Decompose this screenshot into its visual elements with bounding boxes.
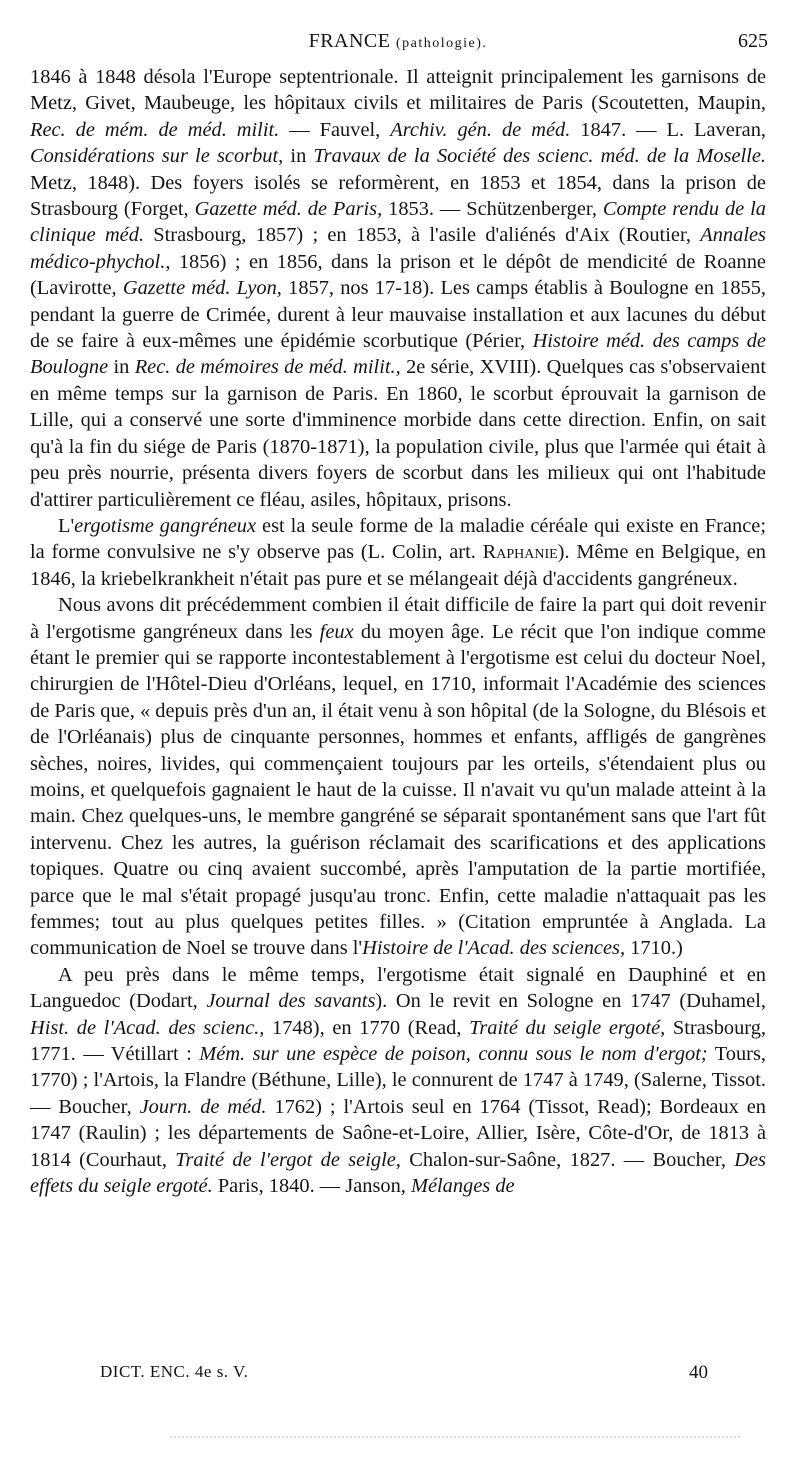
citation-italic: Mélanges de (410, 1175, 515, 1198)
paragraph (30, 64, 766, 513)
text-run: ). On le revit en Sologne en 1747 (Duhamel, (375, 990, 766, 1013)
citation-italic: Gazette méd. Lyon, (122, 277, 282, 300)
citation-italic: Hist. de l'Acad. des scienc., (30, 1016, 265, 1039)
text-run: 1710.) (625, 937, 683, 960)
text-run: 1857, nos 17-18). Les camps établis à Boulogne en 1855, pendant la guerre de Crimée, durent à leur mauvaise installation et aux lacunes du début de se faire à eux-mêmes une épidémie scorbutique (Périer, (30, 277, 767, 353)
paragraph (30, 962, 766, 1200)
citation-italic: Mém. sur une espèce de poison, connu sous le nom d'ergot; (199, 1043, 708, 1066)
page-number: 625 (738, 30, 768, 52)
text-run: in (283, 145, 314, 168)
body-text (30, 64, 766, 1199)
text-run: — Fauvel, (279, 118, 391, 141)
citation-italic: Rec. de mém. de méd. milit. (30, 118, 280, 141)
small-caps-reference: Raphanie (482, 541, 558, 564)
text-run: 1762) ; l'Artois seul en 1764 (Tissot, Read); Bordeaux en 1747 (Raulin) ; les départements de Saône-et-Loire, Allier, Isère, Côte-d'Or, de 1813 à 1814 (Courhaut, (30, 1095, 767, 1171)
text-run: 1846 à 1848 désola l'Europe septentrionale. Il atteignit principalement les garnisons de Metz, Givet, Maubeuge, les hôpitaux civils et militaires de Paris (Scoutetten, Maupin, (30, 66, 766, 115)
running-title-main: FRANCE (308, 30, 391, 52)
running-title (28, 30, 768, 53)
text-run: 1853. — Schützenberger, (382, 198, 603, 221)
citation-italic: Des effets du seigle ergoté. (30, 1148, 766, 1198)
citation-italic: Journal des savants (206, 990, 376, 1013)
text-run: Nous avons dit précédemment combien il était difficile de faire la part qui doit revenir à l'ergotisme gangréneux dans les (30, 594, 766, 643)
citation-italic: Compte rendu de la clinique méd. (30, 198, 766, 247)
text-run: du moyen âge. Le récit que l'on indique comme étant le premier qui se rapporte incontestablement à l'ergotisme est celui du docteur Noel, chirurgien de l'Hôtel-Dieu d'Orléans, lequel, en 1710, informait l'Académie des sciences de Paris que, « depuis près d'un an, il était venu à son hôpital (de la Sologne, du Blésois et de l'Orléanais) plus de cinquante personnes, hommes et enfants, affligés de gangrènes sèches, noires, livides, qui commençaient toujours par les orteils, s'étendaient plus ou moins, et quelquefois gagnaient le haut de la cuisse. Il n'avait vu qu'un malade atteint à la main. Chez quelques-uns, le membre gangréné se séparait spontanément sans que l'art fût intervenu. Chez les autres, la guérison réclamait des scarifications et des applications topiques. Quatre ou cinq avaient succombé, après l'amputation de la partie mortifiée, parce que le mal s'était propagé jusqu'au tronc. Enfin, cette maladie n'attaquait pas les femmes; tout au plus quelques petites filles. » (Citation empruntée à Anglada. La communication de Noel se trouve dans l' (30, 620, 766, 960)
citation-italic: Archiv. gén. de méd. (390, 118, 571, 141)
text-run: Strasbourg, 1857) ; en 1853, à l'asile d'aliénés d'Aix (Routier, (144, 224, 701, 247)
text-run: Metz, 1848). Des foyers isolés se reformèrent, en 1853 et 1854, dans la prison de Strasbourg (Forget, (30, 171, 766, 221)
text-run: Paris, 1840. — Janson, (212, 1175, 411, 1198)
text-run: A peu près dans le même temps, l'ergotisme était signalé en Dauphiné et en Languedoc (Dodart, (30, 963, 766, 1013)
citation-italic: Histoire de l'Acad. des sciences, (362, 937, 626, 960)
citation-italic: ergotisme gangréneux (74, 514, 257, 537)
citation-italic: Traité de l'ergot de seigle, (175, 1148, 401, 1171)
citation-italic: Rec. de mémoires de méd. milit., (134, 356, 401, 379)
citation-italic: Journ. de méd. (139, 1095, 267, 1118)
running-title-subtitle: (pathologie). (395, 36, 488, 51)
citation-italic: Gazette méd. de Paris, (194, 198, 383, 221)
page-footer (100, 1362, 708, 1386)
citation-italic: feux (319, 620, 354, 643)
text-run: Strasbourg, 1771. — Vétillart : (30, 1016, 767, 1066)
text-run: 1748), en 1770 (Read, (264, 1016, 470, 1039)
running-header (28, 30, 768, 58)
citation-italic: Considérations sur le scorbut, (30, 145, 284, 168)
citation-italic: Histoire méd. des camps de Boulogne (30, 330, 766, 379)
sheet-number: 40 (689, 1362, 708, 1383)
text-run: est la seule forme de la maladie céréale qui existe en France; la forme convulsive ne s'y observe pas (L. Colin, art. (30, 514, 766, 564)
text-run: L' (58, 514, 75, 537)
text-run: in (108, 356, 135, 379)
text-run: Tours, 1770) ; l'Artois, la Flandre (Béthune, Lille), le connurent de 1747 à 1749, (Salerne, Tissot. — Boucher, (30, 1043, 766, 1118)
bleed-through-line (170, 1436, 740, 1446)
text-run: 2e série, XVIII). Quelques cas s'observaient en même temps sur la garnison de Paris. En 1860, le scorbut éprouvait la garnison de Lille, qui a conservé une sorte d'imminence morbide dans cette direction. Enfin, on sait qu'à la fin du siége de Paris (1870-1871), la population civile, plus que l'armée qui était à peu près nourrie, présenta divers foyers de scorbut dans les milieux qui ont l'habitude d'attirer particulièrement ce fléau, asiles, hôpitaux, prisons. (30, 356, 766, 511)
citation-italic: Traité du seigle ergoté, (469, 1016, 666, 1039)
text-run: 1847. — L. Laveran, (570, 118, 766, 141)
text-run: 1856) ; en 1856, dans la prison et le dépôt de mendicité de Roanne (Lavirotte, (30, 250, 766, 300)
signature-mark: DICT. ENC. 4e s. V. (100, 1362, 249, 1381)
citation-italic: Annales médico-phychol., (30, 224, 766, 273)
text-run: Chalon-sur-Saône, 1827. — Boucher, (400, 1148, 735, 1171)
citation-italic: Travaux de la Société des scienc. méd. de la Moselle. (313, 145, 766, 168)
paragraph (30, 513, 766, 592)
paragraph (30, 592, 766, 962)
text-run: ). Même en Belgique, en 1846, la kriebelkrankheit n'était pas pure et se mélangeait déjà d'accidents gangréneux. (30, 541, 767, 590)
